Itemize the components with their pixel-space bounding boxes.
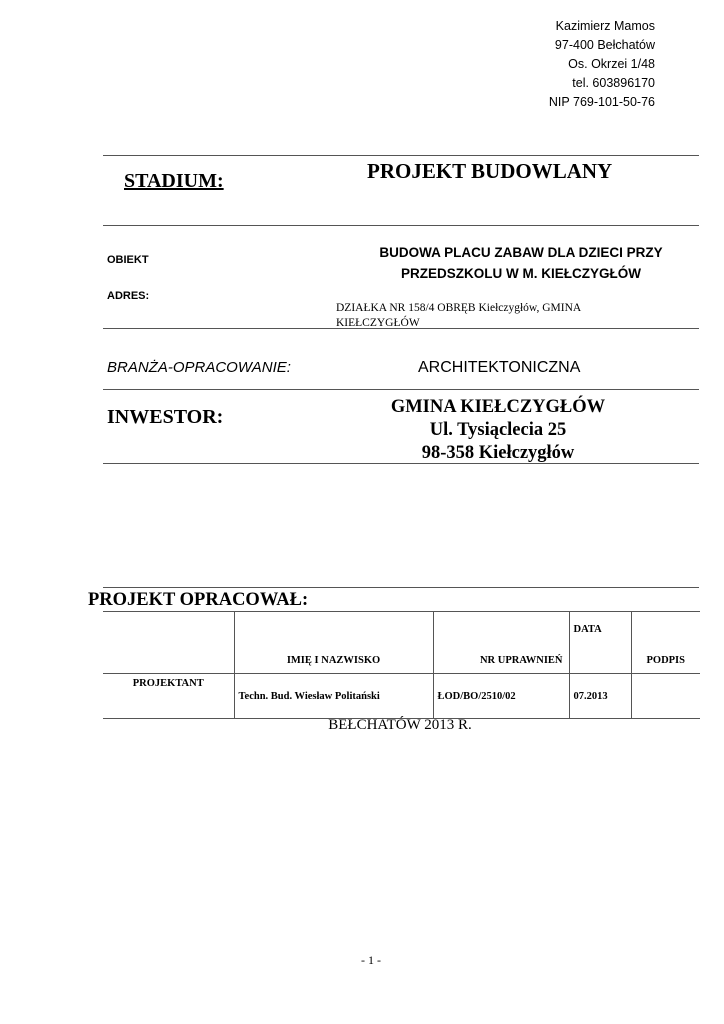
author-street: Os. Okrzei 1/48 [568, 57, 655, 71]
obiekt-value [340, 242, 702, 284]
stadium-value: PROJEKT BUDOWLANY [367, 159, 613, 183]
divider [103, 155, 699, 156]
inwestor-line-2: Ul. Tysiąclecia 25 [429, 420, 567, 440]
table-header-row [103, 612, 700, 674]
cell-signature [631, 674, 700, 719]
branza-value: ARCHITEKTONICZNA [418, 359, 581, 376]
signature-table [103, 611, 700, 719]
header-cell-license: NR UPRAWNIEŃ [433, 612, 569, 674]
divider [103, 225, 699, 226]
adres-line-1: DZIAŁKA NR 158/4 OBRĘB Kiełczygłów, GMINA [336, 302, 582, 314]
cell-license: ŁOD/BO/2510/02 [433, 674, 569, 719]
inwestor-line-3: 98-358 Kiełczygłów [421, 443, 575, 463]
adres-label: ADRES: [107, 290, 150, 302]
header-cell-signature: PODPIS [631, 612, 700, 674]
cell-name: Techn. Bud. Wiesław Politański [234, 674, 433, 719]
obiekt-line-2: PRZEDSZKOLU W M. KIEŁCZYGŁÓW [401, 266, 641, 281]
branza-label: BRANŻA-OPRACOWANIE: [107, 359, 291, 376]
adres-line-2: KIEŁCZYGŁÓW [336, 317, 420, 329]
stadium-label: STADIUM: [124, 170, 224, 192]
opracowal-title: PROJEKT OPRACOWAŁ: [88, 590, 309, 610]
cell-date: 07.2013 [569, 674, 631, 719]
divider [103, 389, 699, 390]
inwestor-value [378, 396, 618, 465]
author-address-block [549, 17, 655, 112]
city-year: BEŁCHATÓW 2013 R. [328, 717, 472, 733]
header-cell-date: DATA [569, 612, 631, 674]
divider [103, 587, 699, 588]
author-postal: 97-400 Bełchatów [554, 38, 655, 52]
header-cell-name: IMIĘ I NAZWISKO [234, 612, 433, 674]
author-phone: tel. 603896170 [572, 76, 655, 90]
header-cell-role [103, 612, 234, 674]
adres-value [336, 301, 636, 331]
table-row [103, 674, 700, 719]
author-name: Kazimierz Mamos [555, 19, 655, 33]
obiekt-line-1: BUDOWA PLACU ZABAW DLA DZIECI PRZY [379, 245, 663, 260]
page-number: - 1 - [361, 953, 381, 967]
author-nip: NIP 769-101-50-76 [548, 95, 655, 109]
inwestor-label: INWESTOR: [107, 406, 224, 428]
inwestor-line-1: GMINA KIEŁCZYGŁÓW [390, 397, 606, 417]
cell-role: PROJEKTANT [103, 674, 234, 719]
obiekt-label: OBIEKT [107, 254, 149, 266]
